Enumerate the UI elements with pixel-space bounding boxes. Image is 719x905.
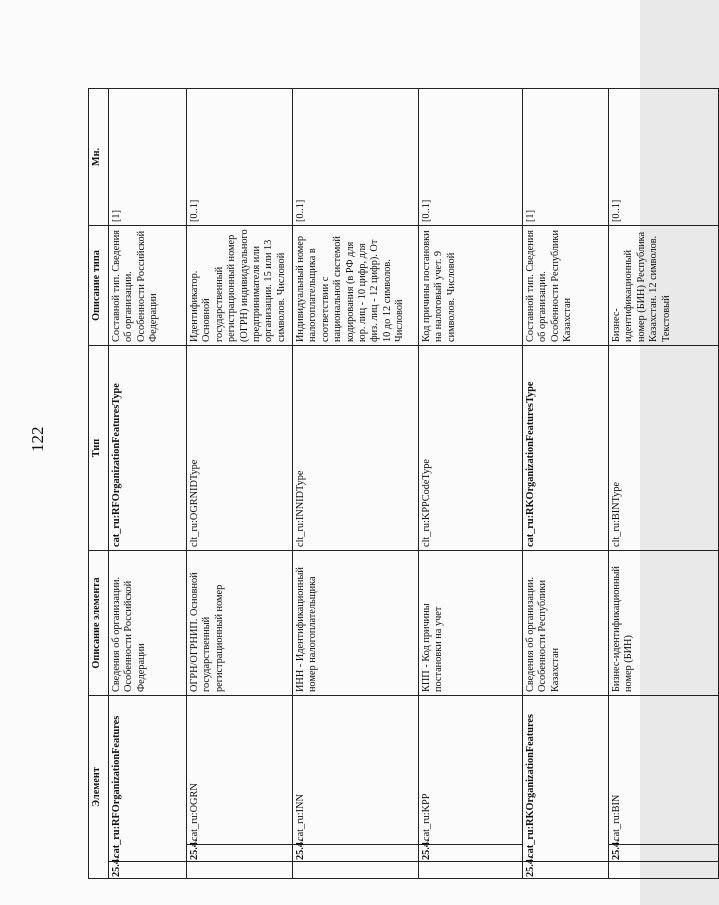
type-name: clt_ru:BINType	[609, 346, 719, 551]
type-description: Составной тип. Сведения об организации. Особенности Республики Казахстан	[523, 226, 609, 346]
type-name: cat_ru:RKOrganizationFeaturesType	[523, 346, 609, 551]
row-indent	[419, 862, 523, 879]
table-header-row	[89, 89, 109, 879]
header-element: Элемент	[89, 696, 109, 879]
element-description: Бизнес-идентификационный номер (БИН)	[609, 551, 719, 696]
type-description: Составной тип. Сведения об организации. Особенности Российской Федерации	[109, 226, 187, 346]
header-element-desc: Описание элемента	[89, 551, 109, 696]
type-name: clt_ru:OGRNIDType	[187, 346, 293, 551]
element-name: cat_ru:BIN	[609, 696, 719, 845]
multiplicity: [1]	[109, 89, 187, 226]
element-name: cat_ru:KPP	[419, 696, 523, 845]
table-row	[293, 89, 419, 879]
page-number: 122	[28, 426, 47, 452]
element-description: ОГРН/ОГРНИП. Основной государственный регистрационный номер	[187, 551, 293, 696]
row-number: 25.4.	[609, 845, 719, 862]
type-name: clt_ru:INNIDType	[293, 346, 419, 551]
element-name: cat_ru:OGRN	[187, 696, 293, 845]
type-name: cat_ru:RFOrganizationFeaturesType	[109, 346, 187, 551]
type-name: clt_ru:KPPCodeType	[419, 346, 523, 551]
spec-table	[88, 88, 719, 879]
multiplicity: [0..1]	[293, 89, 419, 226]
multiplicity: [1]	[523, 89, 609, 226]
type-description: Индивидуальный номер налогоплательщика в соответствии с национальной системой кодирования (в РФ для юр. лиц - 10 цифр, для физ. лиц - 12 цифр). От 10 до 12 символов. Числовой	[293, 226, 419, 346]
row-indent	[187, 862, 293, 879]
table-row	[523, 89, 609, 879]
header-multiplicity: Мн.	[89, 89, 109, 226]
row-number: 25.4.	[109, 862, 187, 879]
row-number: 25.4.	[523, 862, 609, 879]
element-description: ИНН - Идентификационный номер налогоплательщика	[293, 551, 419, 696]
element-description: КПП - Код причины постановки на учет	[419, 551, 523, 696]
header-type: Тип	[89, 346, 109, 551]
type-description: Код причины постановки на налоговый учет. 9 символов. Числовой	[419, 226, 523, 346]
type-description: Идентификатор. Основной государственный регистрационный номер (ОГРН) индивидуального предпринимателя или организации. 15 или 13 символов. Числовой	[187, 226, 293, 346]
element-name: cat_ru:INN	[293, 696, 419, 845]
row-number: 25.4.	[187, 845, 293, 862]
type-description: Бизнес-идентификационный номер (БИН) Республика Казахстан. 12 символов. Текстовый	[609, 226, 719, 346]
table-row	[419, 89, 523, 879]
multiplicity: [0..1]	[609, 89, 719, 226]
element-description: Сведения об организации. Особенности Республики Казахстан	[523, 551, 609, 696]
spec-table-rotated	[88, 89, 672, 879]
header-type-desc: Описание типа	[89, 226, 109, 346]
element-name: cat_ru:RFOrganizationFeatures	[109, 696, 187, 862]
row-number: 25.4.	[419, 845, 523, 862]
element-name: cat_ru:RKOrganizationFeatures	[523, 696, 609, 862]
row-indent	[293, 862, 419, 879]
row-indent	[609, 862, 719, 879]
multiplicity: [0..1]	[419, 89, 523, 226]
table-row	[109, 89, 187, 879]
multiplicity: [0..1]	[187, 89, 293, 226]
table-row	[187, 89, 293, 879]
table-row	[609, 89, 719, 879]
row-number: 25.4.	[293, 845, 419, 862]
element-description: Сведения об организации. Особенности Российской Федерации	[109, 551, 187, 696]
